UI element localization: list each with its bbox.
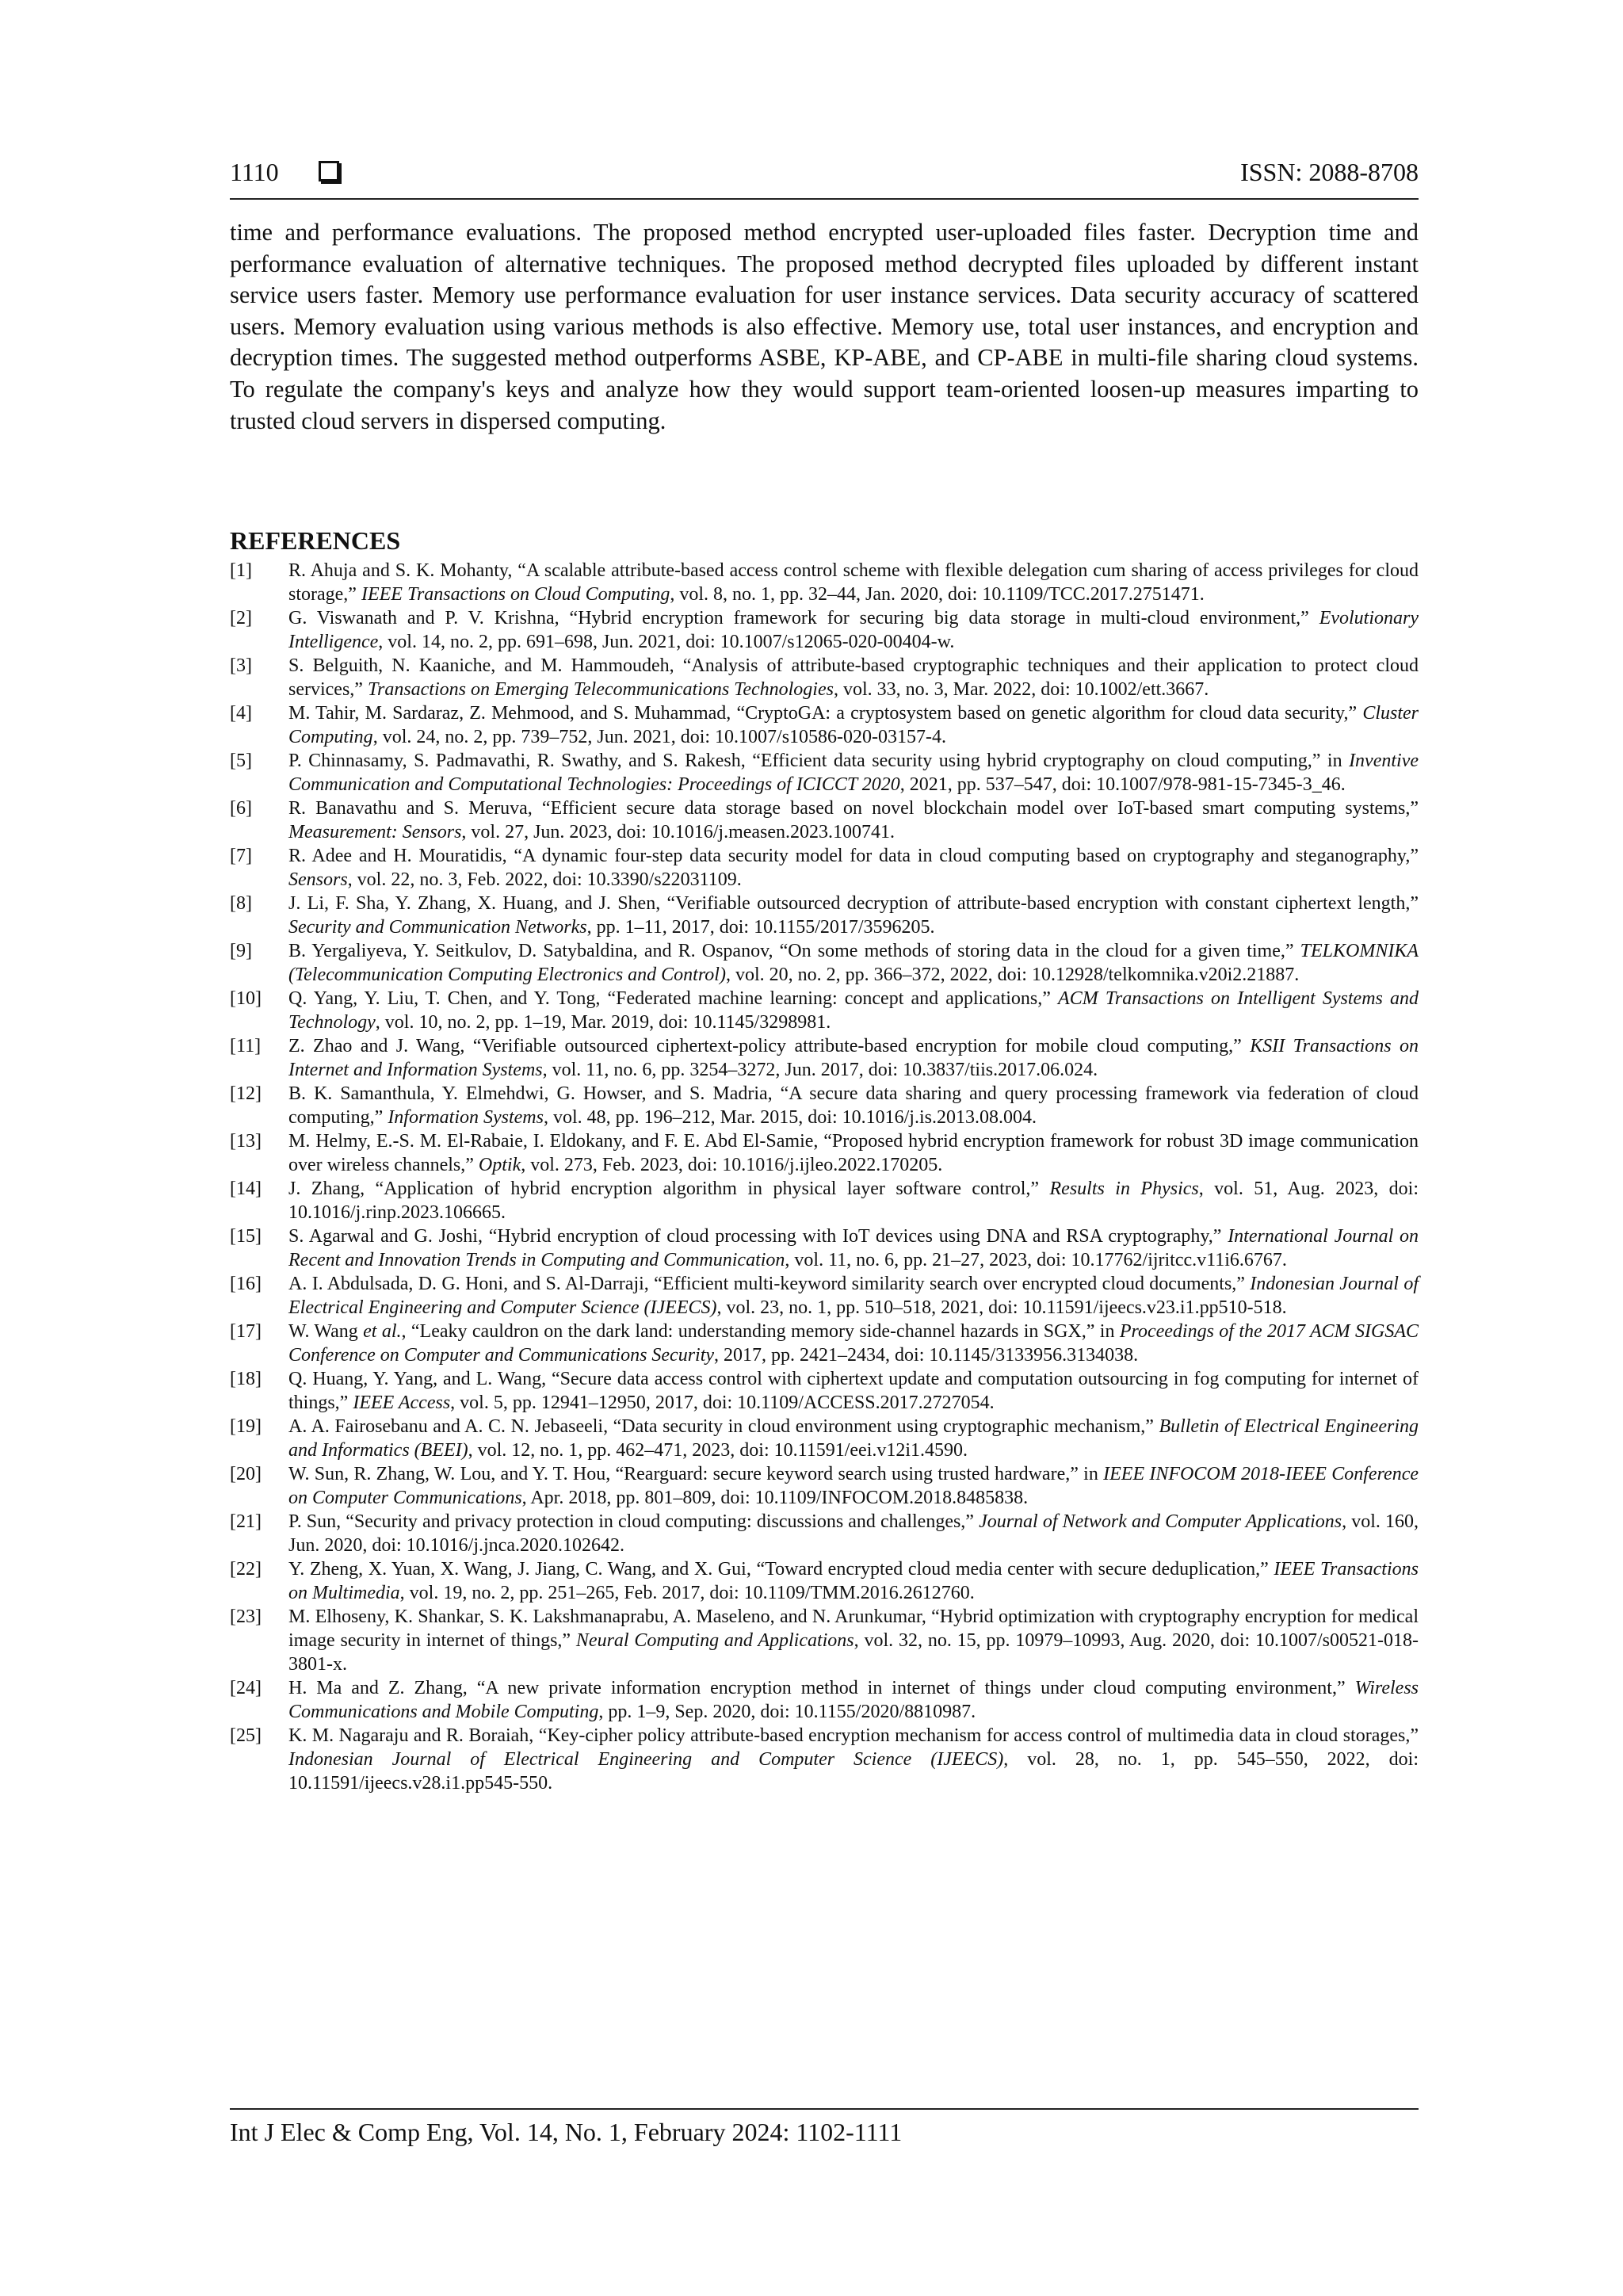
reference-item [230, 797, 1419, 844]
reference-number: [1] [230, 560, 252, 581]
reference-segment: A. A. Fairosebanu and A. C. N. Jebaseeli, “Data security in cloud environment using cryptographic mechanism,” [288, 1416, 1159, 1437]
reference-segment: , vol. 23, no. 1, pp. 510–518, 2021, doi: 10.11591/ijeecs.v23.i1.pp510-518. [716, 1297, 1287, 1318]
reference-number: [10] [230, 988, 262, 1009]
reference-segment: , vol. 33, no. 3, Mar. 2022, doi: 10.1002/ett.3667. [833, 679, 1209, 700]
reference-segment: R. Ahuja and S. K. Mohanty, “A scalable attribute-based access control scheme with flexible delegation cum sharing of access privileges for cloud storage,” [288, 560, 1419, 605]
reference-item [230, 606, 1419, 654]
reference-number: [19] [230, 1416, 262, 1437]
reference-segment: , vol. 22, no. 3, Feb. 2022, doi: 10.3390/s22031109. [347, 869, 742, 890]
reference-number: [24] [230, 1678, 262, 1698]
reference-number: [20] [230, 1464, 262, 1484]
reference-venue: Journal of Network and Computer Applications [979, 1511, 1342, 1532]
reference-segment: P. Chinnasamy, S. Padmavathi, R. Swathy, and S. Rakesh, “Efficient data security using hybrid cryptography on cloud computing,” in [288, 751, 1350, 771]
reference-text [288, 1415, 1419, 1462]
reference-venue: KSII Transactions on Internet and Information Systems [288, 1036, 1419, 1080]
reference-text [288, 1129, 1419, 1177]
reference-segment: , vol. 28, no. 1, pp. 545–550, 2022, doi: 10.11591/ijeecs.v28.i1.pp545-550. [288, 1749, 1419, 1794]
reference-segment: , vol. 19, no. 2, pp. 251–265, Feb. 2017, doi: 10.1109/TMM.2016.2612760. [399, 1583, 975, 1603]
reference-number: [4] [230, 703, 252, 724]
reference-segment: S. Belguith, N. Kaaniche, and M. Hammoudeh, “Analysis of attribute-based cryptographic techniques and their application to protect cloud services,” [288, 655, 1419, 700]
reference-segment: J. Li, F. Sha, Y. Zhang, X. Huang, and J. Shen, “Verifiable outsourced decryption of attribute-based encryption with constant ciphertext length,” [288, 893, 1419, 914]
reference-segment: G. Viswanath and P. V. Krishna, “Hybrid encryption framework for securing big data storage in multi-cloud environment,” [288, 608, 1319, 628]
reference-number: [18] [230, 1369, 262, 1389]
reference-segment: B. Yergaliyeva, Y. Seitkulov, D. Satybaldina, and R. Ospanov, “On some methods of storing data in the cloud for a given time,” [288, 941, 1300, 961]
reference-item [230, 1676, 1419, 1724]
reference-venue: Indonesian Journal of Electrical Engineering and Computer Science (IJEECS) [288, 1274, 1419, 1318]
reference-text [288, 1462, 1419, 1510]
reference-number: [13] [230, 1131, 262, 1152]
reference-text [288, 701, 1419, 749]
reference-segment: , vol. 14, no. 2, pp. 691–698, Jun. 2021, doi: 10.1007/s12065-020-00404-w. [378, 632, 955, 652]
reference-item [230, 1320, 1419, 1367]
reference-item [230, 1082, 1419, 1129]
reference-segment: Q. Yang, Y. Liu, T. Chen, and Y. Tong, “Federated machine learning: concept and applications,” [288, 988, 1059, 1009]
reference-venue: Results in Physics [1049, 1179, 1199, 1199]
reference-segment: , “Leaky cauldron on the dark land: understanding memory side-channel hazards in SGX,” in [401, 1321, 1120, 1342]
reference-item [230, 559, 1419, 606]
reference-segment: Q. Huang, Y. Yang, and L. Wang, “Secure data access control with ciphertext update and computation outsourcing in fog computing for internet of things,” [288, 1369, 1419, 1413]
reference-text [288, 797, 1419, 844]
square-bullet-icon [319, 161, 339, 181]
reference-segment: , vol. 5, pp. 12941–12950, 2017, doi: 10.1109/ACCESS.2017.2727054. [450, 1392, 995, 1413]
reference-item [230, 1724, 1419, 1795]
reference-segment: , vol. 12, no. 1, pp. 462–471, 2023, doi: 10.11591/eei.v12i1.4590. [468, 1440, 968, 1461]
reference-segment: , Apr. 2018, pp. 801–809, doi: 10.1109/INFOCOM.2018.8485838. [521, 1488, 1029, 1508]
reference-number: [17] [230, 1321, 262, 1342]
reference-venue: Evolutionary Intelligence [288, 608, 1419, 652]
footer-divider [230, 2108, 1419, 2110]
reference-text [288, 844, 1419, 892]
reference-venue: IEEE Transactions on Multimedia [288, 1559, 1419, 1603]
reference-segment: , vol. 27, Jun. 2023, doi: 10.1016/j.measen.2023.100741. [461, 822, 896, 842]
reference-venue: International Journal on Recent and Innovation Trends in Computing and Communication [288, 1226, 1419, 1270]
reference-segment: , 2021, pp. 537–547, doi: 10.1007/978-981-15-7345-3_46. [899, 774, 1346, 795]
reference-segment: , pp. 1–9, Sep. 2020, doi: 10.1155/2020/8810987. [598, 1702, 976, 1722]
reference-item [230, 1034, 1419, 1082]
page-number: 1110 [230, 157, 279, 186]
reference-text [288, 1605, 1419, 1676]
reference-segment: P. Sun, “Security and privacy protection in cloud computing: discussions and challenges,” [288, 1511, 980, 1532]
reference-segment: M. Elhoseny, K. Shankar, S. K. Lakshmanaprabu, A. Maseleno, and N. Arunkumar, “Hybrid optimization with cryptography encryption for medical image security in internet of things,” [288, 1606, 1419, 1651]
reference-text [288, 749, 1419, 797]
reference-number: [15] [230, 1226, 262, 1247]
reference-text [288, 1676, 1419, 1724]
reference-venue: Bulletin of Electrical Engineering and Informatics (BEEI) [288, 1416, 1419, 1461]
reference-number: [6] [230, 798, 252, 819]
header-left [230, 158, 339, 187]
reference-segment: , vol. 11, no. 6, pp. 21–27, 2023, doi: 10.17762/ijritcc.v11i6.6767. [785, 1250, 1287, 1270]
reference-venue: Sensors [288, 869, 348, 890]
reference-item [230, 1462, 1419, 1510]
page-header [230, 152, 1419, 192]
header-divider [230, 198, 1419, 200]
reference-segment: , vol. 11, no. 6, pp. 3254–3272, Jun. 2017, doi: 10.3837/tiis.2017.06.024. [542, 1060, 1098, 1080]
reference-number: [3] [230, 655, 252, 676]
reference-number: [22] [230, 1559, 262, 1580]
reference-venue: Transactions on Emerging Telecommunications Technologies [367, 679, 834, 700]
reference-item [230, 1415, 1419, 1462]
reference-segment: Y. Zheng, X. Yuan, X. Wang, J. Jiang, C. Wang, and X. Gui, “Toward encrypted cloud media center with secure deduplication,” [288, 1559, 1274, 1580]
reference-item [230, 1129, 1419, 1177]
reference-venue: Security and Communication Networks [288, 917, 587, 938]
reference-item [230, 701, 1419, 749]
reference-segment: Z. Zhao and J. Wang, “Verifiable outsourced ciphertext-policy attribute-based encryption for mobile cloud computing,” [288, 1036, 1251, 1056]
reference-segment: , vol. 273, Feb. 2023, doi: 10.1016/j.ijleo.2022.170205. [521, 1155, 943, 1175]
reference-item [230, 1510, 1419, 1557]
reference-segment: R. Adee and H. Mouratidis, “A dynamic four-step data security model for data in cloud computing based on cryptography and steganography,” [288, 846, 1419, 866]
reference-segment: H. Ma and Z. Zhang, “A new private information encryption method in internet of things under cloud computing environment,” [288, 1678, 1355, 1698]
reference-segment: W. Wang [288, 1321, 364, 1342]
reference-text [288, 1557, 1419, 1605]
reference-segment: J. Zhang, “Application of hybrid encryption algorithm in physical layer software control,” [288, 1179, 1050, 1199]
reference-venue: et al. [363, 1321, 402, 1342]
reference-text [288, 1034, 1419, 1082]
reference-venue: Proceedings of the 2017 ACM SIGSAC Conference on Computer and Communications Security [288, 1321, 1419, 1366]
reference-number: [7] [230, 846, 252, 866]
reference-number: [2] [230, 608, 252, 628]
reference-segment: M. Helmy, E.-S. M. El-Rabaie, I. Eldokany, and F. E. Abd El-Samie, “Proposed hybrid encryption framework for robust 3D image communication over wireless channels,” [288, 1131, 1419, 1175]
reference-venue: Measurement: Sensors [288, 822, 462, 842]
reference-text [288, 1082, 1419, 1129]
reference-item [230, 892, 1419, 939]
reference-venue: IEEE Transactions on Cloud Computing [361, 584, 670, 605]
reference-number: [12] [230, 1083, 262, 1104]
reference-text [288, 987, 1419, 1034]
references-heading: REFERENCES [230, 526, 401, 555]
reference-venue: Optik [478, 1155, 521, 1175]
reference-text [288, 1724, 1419, 1795]
reference-segment: M. Tahir, M. Sardaraz, Z. Mehmood, and S. Muhammad, “CryptoGA: a cryptosystem based on genetic algorithm for cloud data security,” [288, 703, 1363, 724]
reference-item [230, 1224, 1419, 1272]
reference-number: [16] [230, 1274, 262, 1294]
reference-venue: Inventive Communication and Computational Technologies: Proceedings of ICICCT 2020 [288, 751, 1419, 795]
reference-text [288, 654, 1419, 701]
reference-venue: Indonesian Journal of Electrical Engineering and Computer Science (IJEECS) [288, 1749, 1004, 1770]
reference-segment: , vol. 20, no. 2, pp. 366–372, 2022, doi: 10.12928/telkomnika.v20i2.21887. [725, 965, 1300, 985]
reference-text [288, 1320, 1419, 1367]
reference-number: [5] [230, 751, 252, 771]
reference-text [288, 1510, 1419, 1557]
reference-venue: Information Systems [388, 1107, 544, 1128]
reference-item [230, 654, 1419, 701]
references-list [230, 559, 1419, 1795]
reference-segment: K. M. Nagaraju and R. Boraiah, “Key-cipher policy attribute-based encryption mechanism for access control of multimedia data in cloud storages,” [288, 1725, 1419, 1746]
reference-number: [21] [230, 1511, 262, 1532]
reference-segment: W. Sun, R. Zhang, W. Lou, and Y. T. Hou, “Rearguard: secure keyword search using trusted hardware,” in [288, 1464, 1104, 1484]
reference-number: [25] [230, 1725, 262, 1746]
reference-item [230, 1177, 1419, 1224]
issn-label: ISSN: 2088-8708 [1240, 157, 1419, 186]
reference-number: [23] [230, 1606, 262, 1627]
reference-venue: ACM Transactions on Intelligent Systems and Technology [288, 988, 1419, 1033]
reference-segment: , vol. 32, no. 15, pp. 10979–10993, Aug. 2020, doi: 10.1007/s00521-018-3801-x. [288, 1630, 1419, 1675]
reference-number: [9] [230, 941, 252, 961]
reference-segment: , 2017, pp. 2421–2434, doi: 10.1145/3133956.3134038. [714, 1345, 1139, 1366]
reference-item [230, 1272, 1419, 1320]
reference-venue: IEEE INFOCOM 2018-IEEE Conference on Computer Communications [288, 1464, 1419, 1508]
reference-item [230, 1605, 1419, 1676]
reference-venue: Cluster Computing [288, 703, 1419, 747]
reference-venue: Wireless Communications and Mobile Computing [288, 1678, 1419, 1722]
body-paragraph: time and performance evaluations. The proposed method encrypted user-uploaded files faster. Decryption time and performance evaluation of alternative techniques. The proposed method decrypted files uploaded by different instant service users faster. Memory use performance evaluation for user instance services. Data security accuracy of scattered users. Memory evaluation using various methods is also effective. Memory use, total user instances, and encryption and decryption times. The suggested method outperforms ASBE, KP-ABE, and CP-ABE in multi-file sharing cloud systems. To regulate the company's keys and analyze how they would support team-oriented loosen-up measures imparting to trusted cloud servers in dispersed computing. [230, 219, 1419, 434]
reference-segment: , vol. 8, no. 1, pp. 32–44, Jan. 2020, doi: 10.1109/TCC.2017.2751471. [670, 584, 1205, 605]
reference-venue: Neural Computing and Applications [575, 1630, 854, 1651]
reference-segment: S. Agarwal and G. Joshi, “Hybrid encryption of cloud processing with IoT devices using DNA and RSA cryptography,” [288, 1226, 1228, 1247]
footer-citation: Int J Elec & Comp Eng, Vol. 14, No. 1, February 2024: 1102-1111 [230, 2118, 903, 2146]
reference-text [288, 1272, 1419, 1320]
reference-text [288, 606, 1419, 654]
reference-segment: , vol. 24, no. 2, pp. 739–752, Jun. 2021, doi: 10.1007/s10586-020-03157-4. [372, 727, 947, 747]
reference-segment: , vol. 10, no. 2, pp. 1–19, Mar. 2019, doi: 10.1145/3298981. [375, 1012, 831, 1033]
reference-segment: , vol. 51, Aug. 2023, doi: 10.1016/j.rinp.2023.106665. [288, 1179, 1419, 1223]
reference-number: [8] [230, 893, 252, 914]
reference-text [288, 939, 1419, 987]
reference-item [230, 844, 1419, 892]
reference-text [288, 559, 1419, 606]
reference-segment: , pp. 1–11, 2017, doi: 10.1155/2017/3596205. [586, 917, 935, 938]
reference-segment: R. Banavathu and S. Meruva, “Efficient secure data storage based on novel blockchain model over IoT-based smart computing systems,” [288, 798, 1419, 819]
reference-segment: , vol. 160, Jun. 2020, doi: 10.1016/j.jnca.2020.102642. [288, 1511, 1419, 1556]
reference-segment: B. K. Samanthula, Y. Elmehdwi, G. Howser, and S. Madria, “A secure data sharing and query processing framework via federation of cloud computing,” [288, 1083, 1419, 1128]
reference-segment: A. I. Abdulsada, D. G. Honi, and S. Al-Darraji, “Efficient multi-keyword similarity search over encrypted cloud documents,” [288, 1274, 1251, 1294]
reference-venue: TELKOMNIKA (Telecommunication Computing Electronics and Control) [288, 941, 1419, 985]
reference-item [230, 749, 1419, 797]
reference-segment: , vol. 48, pp. 196–212, Mar. 2015, doi: 10.1016/j.is.2013.08.004. [543, 1107, 1037, 1128]
reference-text [288, 1177, 1419, 1224]
reference-number: [14] [230, 1179, 262, 1199]
reference-item [230, 987, 1419, 1034]
reference-number: [11] [230, 1036, 262, 1056]
reference-text [288, 892, 1419, 939]
reference-venue: IEEE Access [353, 1392, 451, 1413]
reference-text [288, 1224, 1419, 1272]
reference-item [230, 1557, 1419, 1605]
reference-item [230, 939, 1419, 987]
reference-item [230, 1367, 1419, 1415]
reference-text [288, 1367, 1419, 1415]
